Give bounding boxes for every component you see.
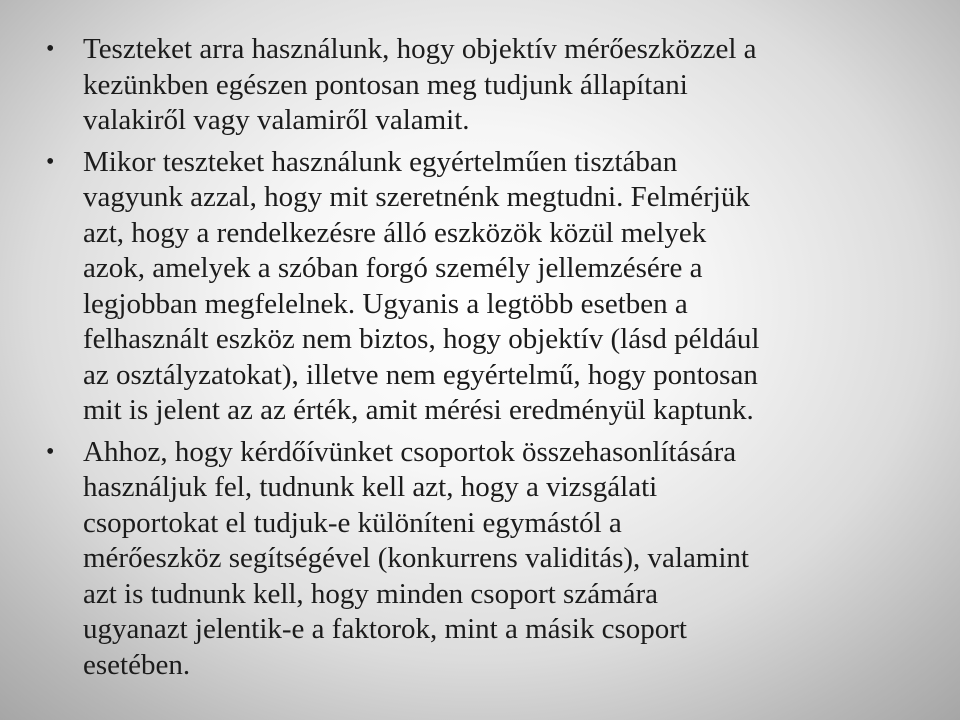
bullet-item-3 <box>46 435 920 684</box>
bullet-item-2 <box>46 145 920 429</box>
text-line: Teszteket arra használunk, hogy objektív mérőeszközzel a <box>83 33 757 65</box>
bullet-marker: • <box>46 148 55 175</box>
text-line: legjobban megfelelnek. Ugyanis a legtöbb esetben a <box>83 287 688 320</box>
text-line: felhasznált eszköz nem biztos, hogy objektív (lásd például <box>83 323 760 355</box>
text-line: valakiről vagy valamiről valamit. <box>83 104 470 136</box>
text-line: azt is tudnunk kell, hogy minden csoport számára <box>83 577 659 610</box>
text-line: Ahhoz, hogy kérdőívünket csoportok összehasonlítására <box>83 435 737 468</box>
bullet-item-1 <box>46 32 920 139</box>
text-line: vagyunk azzal, hogy mit szeretnénk megtudni. Felmérjük <box>83 181 750 213</box>
bullet-text-2 <box>83 145 920 429</box>
text-line: használjuk fel, tudnunk kell azt, hogy a vizsgálati <box>83 471 658 503</box>
bullet-text-3 <box>83 435 920 684</box>
text-line: azok, amelyek a szóban forgó személy jellemzésére a <box>83 252 703 284</box>
text-line: kezünkben egészen pontosan meg tudjunk állapítani <box>83 68 688 101</box>
text-line: mérőeszköz segítségével (konkurrens validitás), valamint <box>83 542 749 574</box>
bullet-marker: • <box>46 36 55 62</box>
text-line: ugyanazt jelentik-e a faktorok, mint a másik csoport <box>83 613 687 645</box>
text-line: azt, hogy a rendelkezésre álló eszközök közül melyek <box>83 216 707 249</box>
text-line: az osztályzatokat), illetve nem egyértelmű, hogy pontosan <box>83 358 758 391</box>
text-line: Mikor teszteket használunk egyértelműen tisztában <box>83 145 678 178</box>
bullet-text-1 <box>83 32 920 139</box>
text-line: mit is jelent az az érték, amit mérési eredményül kaptunk. <box>83 394 754 426</box>
text-line: csoportokat el tudjuk-e különíteni egymástól a <box>83 506 622 539</box>
bullet-marker: • <box>46 438 55 465</box>
text-line: esetében. <box>83 648 191 681</box>
bullet-list <box>46 32 920 683</box>
